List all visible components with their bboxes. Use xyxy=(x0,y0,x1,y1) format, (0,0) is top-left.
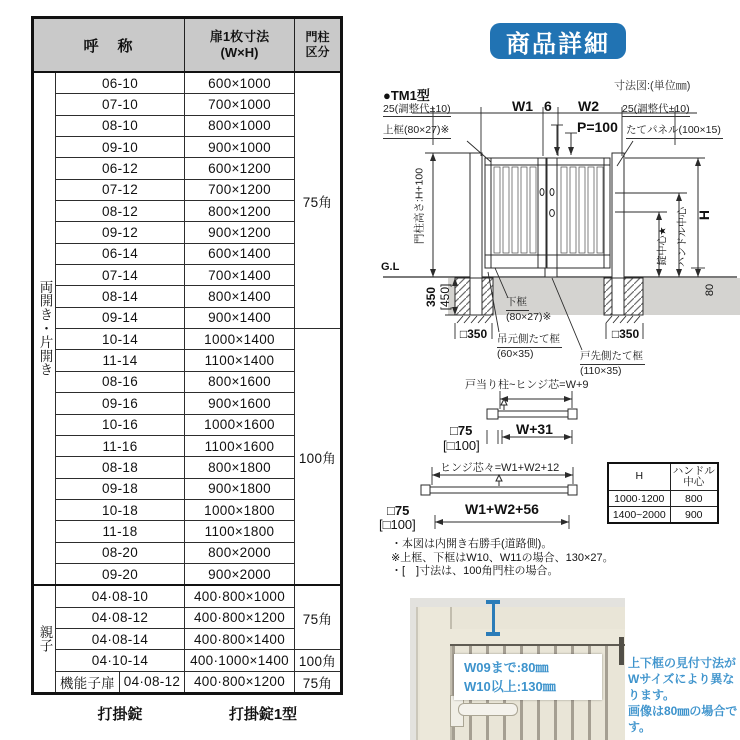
catalog-page: 呼 称 扉1枚寸法 (W×H) 門柱 区分 両開き・片開き 06-10 600×1000 75角 07-10 700×1000 08-10 800×1000 09-10 900×1000 06-12 600×1200 07-12 700×1200 08-12 800×1200 09-12 900×1200 06-14 600×1400 07-14 700×1400 08-14 800×1400 09-14 900×1400 10-14 1000×1400 100角 11-14 1100×1400 08-16 800×1600 09-16 900×1600 10-16 1000×1600 11-16 1100×1600 08-18 800×1800 09-18 900×1800 10-18 1000×1800 11-18 1100×1800 08-20 800×2000 09-20 900×2000 親子 04·08-10 400·800×1000 75角 04·08-12 400·800×1200 04·08-14 400·800×1400 04·10-14 400·1000×1400 100角 機能子扉 04·08-12 400·800×1200 75角 打掛錠 打掛錠1型 商品詳細 寸法図:(単位㎜) ●TM1型 25(調整代±10) W1 6 W2 25(調整代±10) P=100 上框(80×27)※ たてパネル(100×15) 門柱高さ:H+100 G.L 350 [450] □350 □350 下框 (80×27)※ 吊元側たて框 (60×35) 戸先側たて框 (110×35) 錠中心★ ハンドル中心 H 80 戸当り柱~ヒンジ芯=W+9 □75 W+31 [□100] ヒンジ芯々=W1+W2+12 □75 W1+W2+56 [□100] H ハンドル 中心 1000·1200 800 1400~2000 900 ・本図は内開き右勝手(道路側)。 ※上框、下框はW10、W11の場合、130×27。 ・[ ]寸法は、100角門柱の場合。 W09まで:80㎜ W10以上:130㎜ 上下框の見付寸法が Wサイズにより異なります。 画像は80㎜の場合です。 xyxy=(0,0,740,740)
door-size-cell: 700×1400 xyxy=(185,265,295,286)
model-code-cell: 10-18 xyxy=(56,499,185,520)
unit-caption: 寸法図:(単位㎜) xyxy=(614,80,691,92)
dim-depth-450: [450] xyxy=(438,283,452,311)
header-size: 扉1枚寸法 (W×H) xyxy=(185,18,295,73)
model-code-cell: 09-18 xyxy=(56,478,185,499)
gate-handle xyxy=(458,703,518,716)
spec-row xyxy=(33,671,342,693)
dim-gap: 6 xyxy=(544,98,552,114)
door-size-cell: 400·1000×1400 xyxy=(185,650,295,671)
gate-stile xyxy=(420,607,452,740)
door-size-cell: 1100×1600 xyxy=(185,435,295,456)
plan1-sq100: [□100] xyxy=(443,438,480,453)
plan2-title: ヒンジ芯々=W1+W2+12 xyxy=(440,462,560,474)
model-code-cell: 06-12 xyxy=(56,158,185,179)
door-size-cell: 600×1400 xyxy=(185,243,295,264)
text-line: W09まで:80㎜ xyxy=(464,660,549,675)
model-code-cell: 09-14 xyxy=(56,307,185,328)
model-code-cell: 04·08-12 xyxy=(120,671,185,693)
door-size-cell: 1100×1400 xyxy=(185,350,295,371)
dim-height-h: H xyxy=(696,209,712,221)
door-size-cell: 900×2000 xyxy=(185,563,295,585)
model-code-cell: 06-10 xyxy=(56,72,185,94)
sub-door-label-cell: 機能子扉 xyxy=(56,671,120,693)
door-size-cell: 900×1800 xyxy=(185,478,295,499)
htable-handle-value: 800 xyxy=(670,491,718,507)
label-v-panel: たてパネル(100×15) xyxy=(626,124,723,139)
htable-row xyxy=(608,491,718,507)
dim-pitch: P=100 xyxy=(577,119,618,135)
door-size-cell: 600×1200 xyxy=(185,158,295,179)
label-handle-center: ハンドル中心 xyxy=(677,207,689,267)
door-size-cell: 900×1600 xyxy=(185,393,295,414)
door-size-cell: 700×1200 xyxy=(185,179,295,200)
plan1-width: W+31 xyxy=(516,421,553,437)
model-code-cell: 11-18 xyxy=(56,521,185,542)
model-code-cell: 08-12 xyxy=(56,201,185,222)
htable-h-value: 1400~2000 xyxy=(608,507,670,524)
model-code-cell: 11-16 xyxy=(56,435,185,456)
model-code-cell: 09-10 xyxy=(56,137,185,158)
gate-top-rail xyxy=(450,629,625,646)
door-size-cell: 1100×1800 xyxy=(185,521,295,542)
door-size-cell: 400·800×1000 xyxy=(185,585,295,607)
htable-col-h: H xyxy=(608,463,670,491)
model-code-cell: 07-12 xyxy=(56,179,185,200)
row-group-label: 親子 xyxy=(33,585,56,693)
plan2-width: W1+W2+56 xyxy=(465,501,539,517)
model-code-cell: 11-14 xyxy=(56,350,185,371)
frame-dimension-marker xyxy=(486,600,500,636)
text-line: 画像は80㎜の場合です。 xyxy=(628,704,738,734)
spec-row xyxy=(33,329,342,350)
door-size-cell: 900×1400 xyxy=(185,307,295,328)
spec-row xyxy=(33,72,342,94)
handle-height-table xyxy=(607,462,719,524)
model-code-cell: 10-16 xyxy=(56,414,185,435)
door-size-cell: 400·800×1200 xyxy=(185,607,295,628)
door-size-cell: 1000×1400 xyxy=(185,329,295,350)
post-type-cell: 100角 xyxy=(295,329,342,586)
door-size-cell: 700×1000 xyxy=(185,94,295,115)
spec-table xyxy=(31,16,343,695)
gate-hinge xyxy=(619,637,624,665)
model-code-cell: 08-10 xyxy=(56,115,185,136)
lock-type-right: 打掛錠1型 xyxy=(228,706,298,723)
door-size-cell: 400·800×1400 xyxy=(185,628,295,649)
model-code-cell: 04·08-10 xyxy=(56,585,185,607)
text-line: W10以上:130㎜ xyxy=(464,679,556,694)
model-code-cell: 09-12 xyxy=(56,222,185,243)
door-size-cell: 400·800×1200 xyxy=(185,671,295,693)
model-label: ●TM1型 xyxy=(383,88,430,103)
photo-caption xyxy=(628,655,740,735)
model-code-cell: 08-16 xyxy=(56,371,185,392)
door-size-cell: 1000×1800 xyxy=(185,499,295,520)
plan1-sq75: □75 xyxy=(450,423,473,438)
gate-photo xyxy=(410,598,625,740)
plan1-title: 戸当り柱~ヒンジ芯=W+9 xyxy=(465,379,589,391)
dim-clearance-80: 80 xyxy=(704,283,716,297)
post-type-cell: 75角 xyxy=(295,72,342,329)
model-code-cell: 10-14 xyxy=(56,329,185,350)
label-lock-center: 錠中心★ xyxy=(657,226,669,266)
door-size-cell: 1000×1600 xyxy=(185,414,295,435)
model-code-cell: 04·10-14 xyxy=(56,650,185,671)
spec-header-row xyxy=(33,18,342,73)
door-size-cell: 800×1000 xyxy=(185,115,295,136)
header-name: 呼 称 xyxy=(33,18,185,73)
dim-footing-left: □350 xyxy=(459,327,488,341)
htable-row xyxy=(608,507,718,524)
model-code-cell: 04·08-14 xyxy=(56,628,185,649)
door-size-cell: 800×2000 xyxy=(185,542,295,563)
spec-row xyxy=(33,650,342,671)
model-code-cell: 08-20 xyxy=(56,542,185,563)
frame-size-callout xyxy=(454,654,602,700)
lock-type-left: 打掛錠 xyxy=(97,706,143,723)
dim-adj-left: 25(調整代±10) xyxy=(383,103,451,115)
model-code-cell: 08-14 xyxy=(56,286,185,307)
post-type-cell: 75角 xyxy=(295,585,342,650)
text-line: ・[ ]寸法は、100角門柱の場合。 xyxy=(391,565,559,578)
model-code-cell: 09-20 xyxy=(56,563,185,585)
dim-depth-350: 350 xyxy=(424,286,438,308)
row-group-label: 両開き・片開き xyxy=(33,72,56,585)
htable-h-value: 1000·1200 xyxy=(608,491,670,507)
door-size-cell: 800×1200 xyxy=(185,201,295,222)
post-type-cell: 100角 xyxy=(295,650,342,671)
header-post: 門柱 区分 xyxy=(295,18,342,73)
post-type-cell: 75角 xyxy=(295,671,342,693)
label-gl: G.L xyxy=(381,261,400,273)
plan2-sq100: [□100] xyxy=(379,517,416,532)
plan2-sq75: □75 xyxy=(387,503,410,518)
dim-adj-right: 25(調整代±10) xyxy=(622,103,690,115)
door-size-cell: 800×1400 xyxy=(185,286,295,307)
drawing-notes xyxy=(391,538,614,579)
label-post-height: 門柱高さ:H+100 xyxy=(413,167,426,245)
dim-w2: W2 xyxy=(578,98,599,114)
spec-row xyxy=(33,585,342,607)
dim-w1: W1 xyxy=(512,98,533,114)
model-code-cell: 04·08-12 xyxy=(56,607,185,628)
door-size-cell: 900×1000 xyxy=(185,137,295,158)
htable-handle-value: 900 xyxy=(670,507,718,524)
dim-footing-right: □350 xyxy=(611,327,640,341)
label-hinge-stile: 吊元側たて框 xyxy=(497,333,562,348)
text-line: 上下框の見付寸法が xyxy=(628,656,737,670)
label-latch-stile: 戸先側たて框 xyxy=(580,350,645,365)
text-line: ※上框、下框はW10、W11の場合、130×27。 xyxy=(391,551,614,564)
model-code-cell: 07-14 xyxy=(56,265,185,286)
model-code-cell: 06-14 xyxy=(56,243,185,264)
label-bottom-frame: 下框 xyxy=(506,296,529,311)
model-code-cell: 09-16 xyxy=(56,393,185,414)
door-size-cell: 600×1000 xyxy=(185,72,295,94)
text-line: Wサイズにより異なります。 xyxy=(628,672,735,702)
htable-col-handle: ハンドル 中心 xyxy=(670,463,718,491)
door-size-cell: 800×1800 xyxy=(185,457,295,478)
door-size-cell: 800×1600 xyxy=(185,371,295,392)
product-detail-badge: 商品詳細 xyxy=(490,23,626,59)
text-line: ・本図は内開き右勝手(道路側)。 xyxy=(391,538,553,550)
model-code-cell: 07-10 xyxy=(56,94,185,115)
door-size-cell: 900×1200 xyxy=(185,222,295,243)
model-code-cell: 08-18 xyxy=(56,457,185,478)
label-top-frame: 上框(80×27)※ xyxy=(383,124,451,139)
